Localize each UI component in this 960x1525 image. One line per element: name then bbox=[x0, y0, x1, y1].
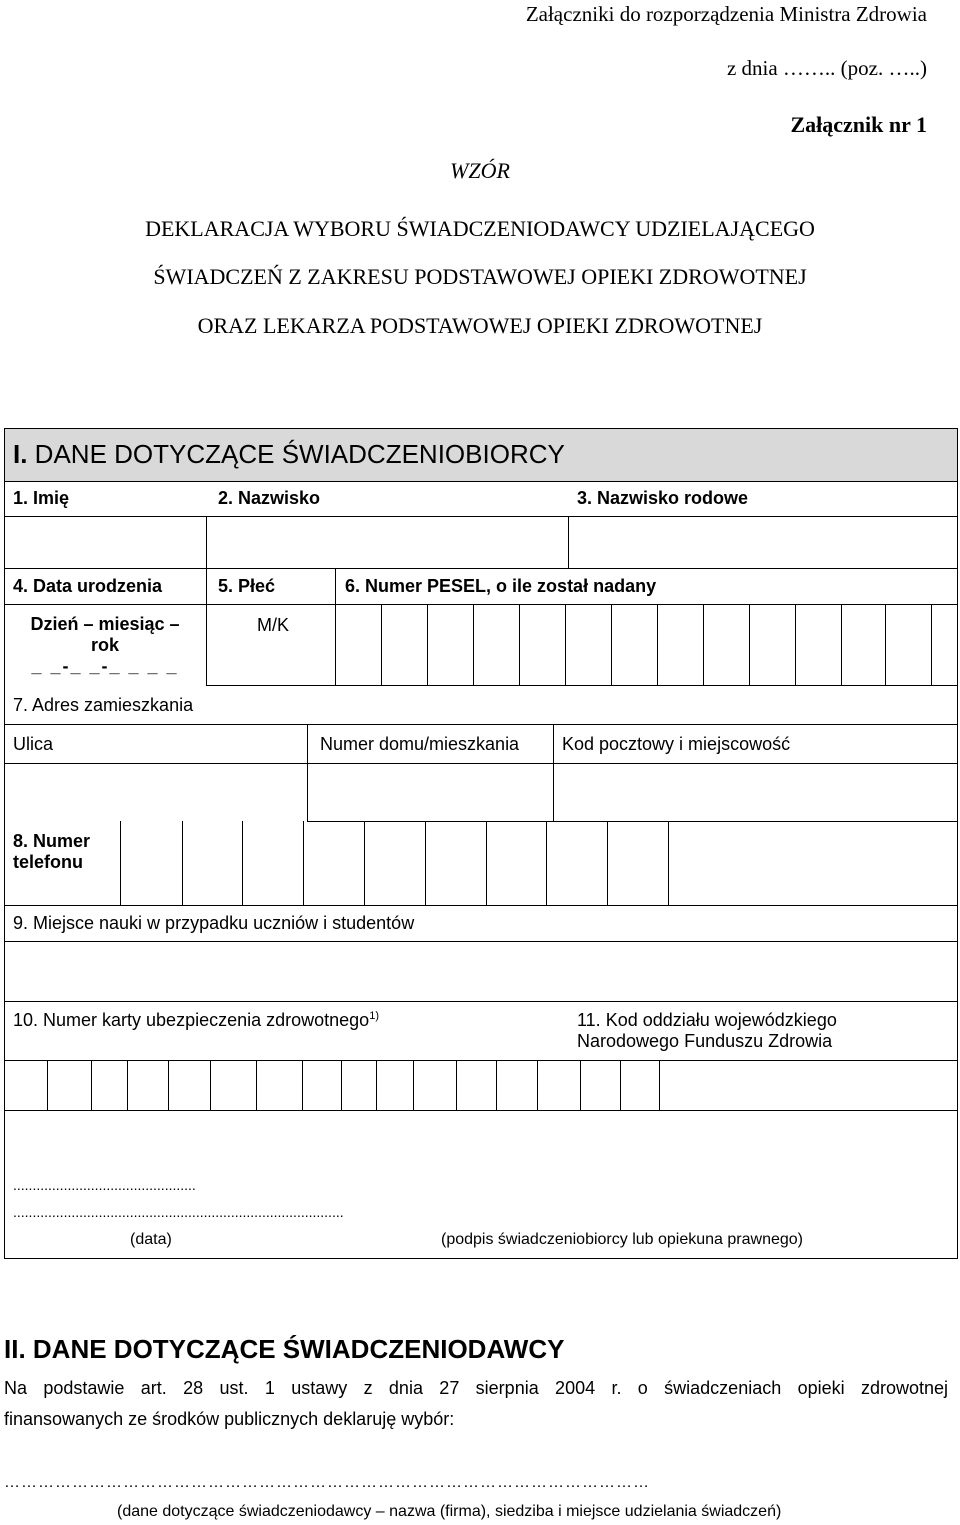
form-title-line-2: ŚWIADCZEŃ Z ZAKRESU PODSTAWOWEJ OPIEKI ZDROWOTNEJ bbox=[153, 264, 807, 289]
address-label: 7. Adres zamieszkania bbox=[13, 695, 194, 715]
insurance-card-label: 10. Numer karty ubezpieczenia zdrowotnego$^{1)}$ bbox=[13, 1010, 379, 1030]
first-name-label: 1. Imię bbox=[13, 488, 70, 508]
house-number-label: Numer domu/mieszkania bbox=[320, 734, 520, 754]
postal-code-label: Kod pocztowy i miejscowość bbox=[562, 734, 791, 754]
provider-data-caption: (dane dotyczące świadczeniodawcy – nazwa (firma), siedziba i miejsce udzielania świadczeń) bbox=[117, 1503, 782, 1520]
gender-hint[interactable]: M/K bbox=[257, 615, 290, 635]
nfz-branch-label: 11. Kod oddziału wojewódzkiego Narodowego Funduszu Zdrowia bbox=[577, 1010, 837, 1051]
section-1-form bbox=[4, 428, 958, 1259]
annex-number: Załącznik nr 1 bbox=[790, 112, 927, 137]
provider-data-dots[interactable]: …………………………………………………………………………………………………… bbox=[4, 1474, 650, 1491]
house-number-field[interactable] bbox=[309, 765, 551, 819]
form-title-line-3: ORAZ LEKARZA PODSTAWOWEJ OPIEKI ZDROWOTNEJ bbox=[197, 313, 763, 338]
nfz-branch-field[interactable] bbox=[582, 1062, 658, 1108]
first-name-field[interactable] bbox=[7, 518, 204, 566]
phone-field[interactable] bbox=[122, 823, 668, 903]
school-label: 9. Miejsce nauki w przypadku uczniów i studentów bbox=[13, 913, 415, 933]
regulation-header: Załączniki do rozporządzenia Ministra Zdrowia bbox=[525, 2, 927, 26]
date-caption: (data) bbox=[130, 1231, 172, 1248]
regulation-date: z dnia …….. (poz. …..) bbox=[726, 56, 927, 80]
postal-code-field[interactable] bbox=[555, 765, 955, 819]
school-field[interactable] bbox=[7, 943, 955, 999]
signature-dots[interactable]: ..................................................................................... bbox=[13, 1204, 344, 1220]
phone-label: 8. Numer telefonu bbox=[13, 831, 91, 872]
insurance-card-field[interactable] bbox=[7, 1062, 577, 1108]
template-label: WZÓR bbox=[450, 158, 510, 183]
family-name-field[interactable] bbox=[570, 518, 955, 566]
street-field[interactable] bbox=[7, 765, 305, 819]
section-1-header bbox=[5, 429, 957, 482]
declaration-text-line-1: Na podstawie art. 28 ust. 1 ustawy z dnia 27 sierpnia 2004 r. o świadczeniach opieki zdrowotnej bbox=[4, 1378, 948, 1398]
last-name-field[interactable] bbox=[208, 518, 566, 566]
gender-label: 5. Płeć bbox=[218, 576, 276, 596]
birth-date-hint[interactable]: Dzień – miesiąc – rok _ _-_ _-_ _ _ _ bbox=[30, 614, 180, 676]
street-label: Ulica bbox=[13, 734, 54, 754]
form-title-line-1: DEKLARACJA WYBORU ŚWIADCZENIODAWCY UDZIELAJĄCEGO bbox=[145, 216, 815, 241]
section-1-title: I. DANE DOTYCZĄCE ŚWIADCZENIOBIORCY bbox=[13, 439, 565, 469]
family-name-label: 3. Nazwisko rodowe bbox=[577, 488, 749, 508]
date-dots[interactable]: ............................................... bbox=[13, 1177, 196, 1193]
last-name-label: 2. Nazwisko bbox=[218, 488, 321, 508]
pesel-label: 6. Numer PESEL, o ile został nadany bbox=[345, 576, 657, 596]
declaration-text-line-2: finansowanych ze środków publicznych deklaruję wybór: bbox=[4, 1409, 455, 1429]
section-2-title: II. DANE DOTYCZĄCE ŚWIADCZENIODAWCY bbox=[4, 1334, 565, 1364]
pesel-field[interactable] bbox=[337, 606, 955, 683]
birth-date-label: 4. Data urodzenia bbox=[13, 576, 163, 596]
signature-caption: (podpis świadczeniobiorcy lub opiekuna prawnego) bbox=[441, 1231, 803, 1248]
